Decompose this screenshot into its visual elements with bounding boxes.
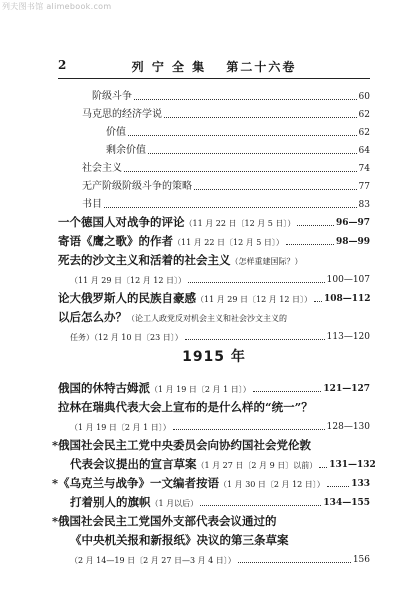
dot-leader — [128, 135, 357, 136]
entry-date: （11 月 29 日〔12 月 12 日〕） — [70, 276, 186, 285]
entry-note: （论工人政党反对机会主义和社会沙文主义的 — [127, 313, 287, 323]
toc-entry — [58, 286, 370, 304]
watermark: 列夫图书馆 alimebook.com — [2, 2, 112, 11]
toc-entry-continuation — [70, 267, 370, 285]
toc-entry — [82, 174, 370, 192]
toc-entry — [52, 471, 370, 489]
toc-entry-continuation — [70, 528, 370, 546]
entry-title: 价值 — [106, 127, 126, 138]
entry-date: （1 月 30 日〔2 月 12 日〕） — [219, 479, 325, 489]
entry-page: 113—120 — [326, 332, 370, 342]
entry-page: 60 — [358, 92, 370, 102]
toc-entry — [58, 395, 370, 413]
entry-title: *《乌克兰与战争》一文编者按语（1 月 30 日〔2 月 12 日〕） — [52, 475, 325, 490]
toc-entry — [58, 229, 370, 247]
entry-page: 121—127 — [323, 384, 370, 394]
entry-page: 64 — [358, 146, 370, 156]
entry-title: 剩余价值 — [106, 145, 146, 156]
entry-note: （怎样重建国际？） — [230, 256, 303, 266]
toc-entry-continuation — [70, 547, 370, 565]
toc-entry-continuation — [70, 324, 370, 342]
toc-entry — [58, 210, 370, 228]
entry-page: 98—99 — [335, 237, 370, 247]
entry-title: 《中央机关报和新报纸》决议的第三条草案 — [70, 532, 289, 547]
toc-entry — [106, 120, 370, 138]
dot-leader — [327, 486, 349, 487]
entry-date: （1 月 27 日〔2 月 9 日〕以前） — [196, 460, 318, 470]
dot-leader — [134, 99, 357, 100]
toc-entry-continuation — [70, 452, 376, 471]
entry-title: 代表会议提出的宣言草案（1 月 27 日〔2 月 9 日〕以前） — [70, 456, 318, 471]
dot-leader — [314, 301, 322, 302]
dot-leader — [104, 207, 357, 208]
toc-entry — [106, 138, 370, 156]
entry-title: 无产阶级阶级斗争的策略 — [82, 181, 192, 192]
entry-page: 96—97 — [335, 218, 370, 228]
toc-entry — [82, 156, 370, 174]
entry-page: 62 — [358, 110, 370, 120]
entry-page: 156 — [352, 555, 370, 565]
page-number: 2 — [58, 58, 67, 72]
toc-entry — [82, 192, 370, 210]
year-heading: 1915 年 — [182, 349, 246, 365]
entry-date: （1 月以后） — [150, 498, 199, 508]
entry-date: （11 月 29 日〔12 月 12 日〕） — [196, 294, 312, 304]
dot-leader — [188, 282, 325, 283]
entry-page: 108—112 — [323, 294, 371, 304]
entry-date: （11 月 22 日〔12 月 5 日〕） — [184, 218, 296, 228]
toc-entry — [82, 102, 370, 120]
toc-entry — [70, 490, 370, 508]
entry-title: 马克思的经济学说 — [82, 109, 162, 120]
entry-date: （1 月 19 日〔2 月 1 日〕） — [70, 423, 171, 432]
entry-title: 一个德国人对战争的评论（11 月 22 日〔12 月 5 日〕） — [58, 214, 296, 229]
running-title: 列 宁 全 集 第二十六卷 — [131, 60, 297, 74]
entry-date: （11 月 22 日〔12 月 5 日〕） — [173, 237, 284, 247]
dot-leader — [297, 225, 334, 226]
entry-page: 62 — [358, 128, 370, 138]
entry-title: 俄国的休特古姆派（1 月 19 日〔2 月 1 日〕） — [58, 380, 251, 395]
entry-title: 拉林在瑞典代表大会上宣布的是什么样的“统一”？ — [58, 399, 313, 414]
entry-page: 77 — [358, 182, 370, 192]
dot-leader — [194, 189, 357, 190]
entry-date: （1 月 19 日〔2 月 1 日〕） — [150, 384, 251, 394]
entry-page: 100—107 — [326, 275, 370, 285]
entry-title: 以后怎么办？（论工人政党反对机会主义和社会沙文主义的 — [58, 309, 287, 324]
entry-title: 论大俄罗斯人的民族自豪感（11 月 29 日〔12 月 12 日〕） — [58, 290, 312, 305]
toc-entry — [52, 433, 370, 451]
entry-title: 社会主义 — [82, 163, 122, 174]
dot-leader — [253, 391, 322, 392]
header-rule — [58, 78, 370, 79]
entry-title: *俄国社会民主工党国外支部代表会议通过的 — [52, 513, 277, 528]
entry-date: （2 月 14—19 日〔2 月 27 日—3 月 4 日〕） — [70, 556, 236, 565]
entry-date: 任务）（12 月 10 日〔23 日〕） — [70, 333, 183, 342]
dot-leader — [200, 505, 321, 506]
entry-title: 死去的沙文主义和活着的社会主义（怎样重建国际？） — [58, 252, 303, 267]
dot-leader — [173, 429, 325, 430]
entry-title: 寄语《鹰之歌》的作者（11 月 22 日〔12 月 5 日〕） — [58, 233, 284, 248]
entry-page: 134—155 — [323, 498, 370, 508]
entry-title: 阶级斗争 — [92, 91, 132, 102]
toc-entry — [52, 509, 370, 527]
dot-leader — [124, 171, 357, 172]
dot-leader — [238, 562, 351, 563]
dot-leader — [164, 117, 357, 118]
dot-leader — [319, 467, 327, 468]
toc-entry — [92, 84, 370, 102]
entry-title: 书目 — [82, 199, 102, 210]
toc-entry — [58, 376, 370, 394]
dot-leader — [148, 153, 357, 154]
toc-entry — [58, 248, 370, 266]
entry-page: 74 — [358, 164, 370, 174]
entry-page: 83 — [358, 200, 370, 210]
entry-page: 131—132 — [329, 460, 376, 470]
dot-leader — [185, 339, 325, 340]
entry-title: 打着别人的旗帜（1 月以后） — [70, 494, 199, 509]
toc-entry-continuation — [70, 414, 370, 432]
toc-entry — [58, 305, 370, 323]
entry-title: *俄国社会民主工党中央委员会向协约国社会党伦敦 — [52, 437, 312, 452]
entry-page: 128—130 — [326, 422, 370, 432]
entry-page: 133 — [351, 479, 370, 489]
dot-leader — [286, 244, 334, 245]
